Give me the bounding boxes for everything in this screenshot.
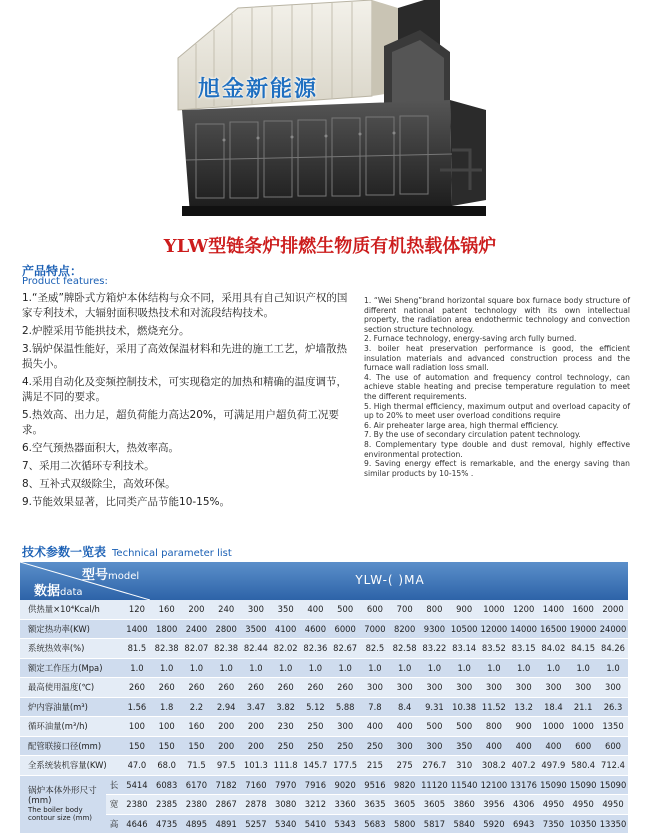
param-value: 2.94 [211,697,241,717]
feature-item-en: 8. Complementary type double and dust removal, highly effective environmental protection. [364,439,630,459]
param-value: 1.8 [152,697,182,717]
param-value: 100 [122,717,152,737]
param-value: 250 [301,717,331,737]
param-value: 2867 [211,795,241,815]
param-value: 2380 [122,795,152,815]
param-value: 250 [301,736,331,756]
param-value: 2400 [182,619,212,639]
param-value: 3.47 [241,697,271,717]
param-value: 7.8 [360,697,390,717]
dimension-label-cn: 锅炉本体外形尺寸(mm) [28,786,97,807]
param-value: 10500 [449,619,479,639]
brand-logo-text: 旭金新能源 [198,76,319,102]
param-value: 11120 [420,775,450,795]
param-value: 82.67 [330,639,360,659]
features-list-cn [22,291,352,513]
param-value: 2000 [598,600,628,619]
param-value: 13176 [509,775,539,795]
table-header [20,562,628,600]
param-value: 97.5 [211,756,241,776]
param-value: 200 [241,717,271,737]
param-value: 215 [360,756,390,776]
param-value: 250 [330,736,360,756]
param-value: 16500 [539,619,569,639]
feature-item-en: 3. boiler heat preservation performance is good, the efficient insulation materials and advanced construction process and the furnace wall radiation loss small. [364,343,630,373]
table-row-dimension [20,814,628,834]
table-row [20,756,628,776]
param-value: 250 [360,736,390,756]
param-value: 83.52 [479,639,509,659]
param-value: 3.82 [271,697,301,717]
param-value: 101.3 [241,756,271,776]
param-value: 580.4 [568,756,598,776]
param-value: 350 [449,736,479,756]
param-value: 83.14 [449,639,479,659]
param-value: 68.0 [152,756,182,776]
feature-item-cn: 6.空气预热器面积大，热效率高。 [22,442,180,454]
param-value: 1.0 [360,658,390,678]
dimension-sub-label: 长 [106,775,122,795]
param-value: 3360 [330,795,360,815]
param-value: 6083 [152,775,182,795]
param-value: 3212 [301,795,331,815]
param-value: 160 [182,717,212,737]
param-value: 4306 [509,795,539,815]
param-value: 3605 [420,795,450,815]
param-value: 2878 [241,795,271,815]
param-value: 12000 [479,619,509,639]
header-data-en: data [60,587,83,598]
param-value: 100 [152,717,182,737]
header-data-cn: 数据 [34,584,61,599]
param-value: 3956 [479,795,509,815]
param-value: 5410 [301,814,331,834]
param-value: 8200 [390,619,420,639]
param-value: 111.8 [271,756,301,776]
param-value: 500 [449,717,479,737]
param-value: 5343 [330,814,360,834]
param-value: 4950 [539,795,569,815]
param-value: 1350 [598,717,628,737]
feature-item-en: 5. High thermal efficiency, maximum output and overload capacity of up to 20% to meet user overload conditions require [364,401,630,421]
param-value: 5414 [122,775,152,795]
param-value: 4950 [568,795,598,815]
param-value: 3080 [271,795,301,815]
param-value: 240 [211,600,241,619]
param-label: 额定工作压力(Mpa) [20,658,122,678]
table-row-dimension [20,775,628,795]
param-value: 800 [420,600,450,619]
feature-item-cn: 9.节能效果显著，比同类产品节能10-15%。 [22,496,231,508]
param-value: 400 [509,736,539,756]
param-value: 1.0 [598,658,628,678]
feature-item-en: 7. By the use of secondary circulation patent technology. [364,430,581,440]
param-value: 6943 [509,814,539,834]
param-value: 7182 [211,775,241,795]
param-value: 6000 [330,619,360,639]
param-label: 系统热效率(%) [20,639,122,659]
param-value: 500 [420,717,450,737]
product-title: YLW型链条炉排燃生物质有机热载体锅炉 [163,236,497,257]
param-label: 额定热功率(KW) [20,619,122,639]
param-label: 全系统装机容量(KW) [20,756,122,776]
param-value: 2380 [182,795,212,815]
param-value: 2385 [152,795,182,815]
param-value: 300 [330,717,360,737]
param-value: 81.5 [122,639,152,659]
param-value: 5.12 [301,697,331,717]
param-value: 1.0 [211,658,241,678]
param-value: 1000 [479,600,509,619]
param-value: 1.0 [479,658,509,678]
param-label: 炉内容油量(m³) [20,697,122,717]
param-value: 276.7 [420,756,450,776]
param-value: 260 [211,678,241,698]
param-value: 10.38 [449,697,479,717]
param-value: 407.2 [509,756,539,776]
param-value: 1.0 [182,658,212,678]
param-value: 260 [271,678,301,698]
feature-item-en: 4. The use of automation and frequency control technology, can achieve stable heating and precise temperature regulation to meet the different requirements. [364,372,630,401]
param-value: 4895 [182,814,212,834]
param-value: 4735 [152,814,182,834]
param-value: 700 [390,600,420,619]
param-value: 308.2 [479,756,509,776]
header-model-label [82,564,139,583]
param-value: 3635 [360,795,390,815]
param-value: 300 [241,600,271,619]
param-value: 600 [568,736,598,756]
param-value: 4950 [598,795,628,815]
feature-item-cn: 1.“圣威”牌卧式方箱炉本体结构与众不同，采用具有自己知识产权的国家专利技术，大辐射面积吸热技术和对流段结构技术。 [22,292,348,319]
param-value: 1400 [122,619,152,639]
param-value: 1.0 [152,658,182,678]
param-label: 供热量×10⁴Kcal/h [20,600,122,619]
param-value: 9020 [330,775,360,795]
table-row [20,678,628,698]
param-value: 300 [509,678,539,698]
header-data-label [34,580,83,599]
param-value: 712.4 [598,756,628,776]
param-value: 1.0 [509,658,539,678]
param-value: 13350 [598,814,628,834]
param-value: 82.07 [182,639,212,659]
param-value: 83.22 [420,639,450,659]
param-value: 9820 [390,775,420,795]
param-value: 300 [479,678,509,698]
param-value: 8.4 [390,697,420,717]
feature-item-cn: 4.采用自动化及变频控制技术，可实现稳定的加热和精确的温度调节，满足不同的要求。 [22,376,348,403]
param-value: 5920 [479,814,509,834]
param-value: 260 [152,678,182,698]
param-value: 1.0 [330,658,360,678]
param-value: 1.0 [449,658,479,678]
param-value: 260 [122,678,152,698]
param-value: 1.0 [301,658,331,678]
header-model-value: YLW-( )MA [355,573,425,587]
param-value: 5800 [390,814,420,834]
param-value: 300 [598,678,628,698]
param-value: 2800 [211,619,241,639]
tech-params-heading-cn: 技术参数一览表 [22,545,107,559]
param-value: 1400 [539,600,569,619]
table-row [20,619,628,639]
param-value: 19000 [568,619,598,639]
param-label: 配管联接口径(mm) [20,736,122,756]
header-model-cn: 型号 [82,568,109,583]
param-value: 15090 [598,775,628,795]
param-value: 10350 [568,814,598,834]
param-value: 300 [390,736,420,756]
param-value: 800 [479,717,509,737]
param-value: 900 [449,600,479,619]
param-value: 200 [211,736,241,756]
param-value: 11540 [449,775,479,795]
table-row [20,697,628,717]
dimension-label-en: The boiler body contour size (mm) [28,806,93,823]
param-value: 26.3 [598,697,628,717]
param-value: 9.31 [420,697,450,717]
param-value: 15090 [539,775,569,795]
param-value: 3605 [390,795,420,815]
param-value: 300 [420,736,450,756]
param-value: 400 [390,717,420,737]
param-value: 350 [271,600,301,619]
param-value: 260 [182,678,212,698]
feature-item-cn: 7、采用二次循环专利技术。 [22,460,155,472]
param-value: 84.15 [568,639,598,659]
param-value: 4646 [122,814,152,834]
table-row [20,639,628,659]
feature-item-en: 6. Air preheater large area, high thermal efficiency. [364,420,559,430]
boiler-illustration [0,0,660,224]
param-value: 400 [479,736,509,756]
param-value: 497.9 [539,756,569,776]
param-label: 循环油量(m³/h) [20,717,122,737]
param-value: 1.0 [390,658,420,678]
param-value: 230 [271,717,301,737]
param-value: 150 [182,736,212,756]
table-row [20,600,628,619]
param-value: 300 [568,678,598,698]
features-heading-cn: 产品特点： [22,264,83,278]
param-value: 84.26 [598,639,628,659]
tech-params-table [20,562,628,834]
table-row-dimension [20,795,628,815]
param-value: 400 [539,736,569,756]
tech-params-heading [22,543,232,560]
param-value: 82.44 [241,639,271,659]
param-value: 145.7 [301,756,331,776]
param-value: 600 [598,736,628,756]
param-value: 47.0 [122,756,152,776]
param-value: 5840 [449,814,479,834]
param-value: 9516 [360,775,390,795]
table-row [20,658,628,678]
param-value: 7160 [241,775,271,795]
param-value: 300 [390,678,420,698]
param-value: 120 [122,600,152,619]
param-value: 300 [420,678,450,698]
param-value: 4100 [271,619,301,639]
param-label: 最高使用温度(℃) [20,678,122,698]
param-value: 2.2 [182,697,212,717]
param-value: 1.0 [122,658,152,678]
param-value: 1.56 [122,697,152,717]
param-value: 14000 [509,619,539,639]
dimension-label [20,775,106,834]
hero-illustration [0,0,660,224]
dimension-sub-label: 宽 [106,795,122,815]
param-value: 83.15 [509,639,539,659]
param-value: 6170 [182,775,212,795]
param-value: 18.4 [539,697,569,717]
param-value: 900 [509,717,539,737]
param-value: 82.36 [301,639,331,659]
feature-item-cn: 5.热效高、出力足，超负荷能力高达20%，可满足用户超负荷工况要求。 [22,409,339,436]
table-row [20,736,628,756]
param-value: 82.02 [271,639,301,659]
param-value: 1.0 [539,658,569,678]
param-value: 7970 [271,775,301,795]
param-value: 9300 [420,619,450,639]
param-value: 400 [360,717,390,737]
param-value: 1.0 [271,658,301,678]
param-value: 1800 [152,619,182,639]
features-list-en [364,296,630,478]
param-value: 82.58 [390,639,420,659]
param-value: 12100 [479,775,509,795]
param-value: 15090 [568,775,598,795]
feature-item-cn: 2.炉膛采用节能拱技术，燃烧充分。 [22,325,190,337]
features-heading-en: Product features: [22,276,108,287]
param-value: 1200 [509,600,539,619]
param-value: 600 [360,600,390,619]
param-value: 4891 [211,814,241,834]
param-value: 11.52 [479,697,509,717]
param-value: 21.1 [568,697,598,717]
param-value: 5340 [271,814,301,834]
param-value: 84.02 [539,639,569,659]
dimension-sub-label: 高 [106,814,122,834]
param-value: 5683 [360,814,390,834]
param-value: 300 [360,678,390,698]
param-value: 82.5 [360,639,390,659]
param-value: 1000 [568,717,598,737]
param-value: 1.0 [420,658,450,678]
param-value: 150 [122,736,152,756]
param-value: 3500 [241,619,271,639]
header-model-en: model [108,571,140,582]
tech-params-heading-en: Technical parameter list [112,548,232,559]
param-value: 160 [152,600,182,619]
param-value: 260 [301,678,331,698]
param-value: 300 [539,678,569,698]
param-value: 5817 [420,814,450,834]
param-value: 310 [449,756,479,776]
param-value: 82.38 [152,639,182,659]
feature-item-en: 9. Saving energy effect is remarkable, and the energy saving than similar products by 10-15% . [364,459,630,478]
param-value: 300 [449,678,479,698]
param-value: 82.38 [211,639,241,659]
param-value: 400 [301,600,331,619]
param-value: 1000 [539,717,569,737]
param-value: 7000 [360,619,390,639]
param-value: 150 [152,736,182,756]
feature-item-en: 2. Furnace technology, energy-saving arch fully burned. [364,334,577,344]
param-value: 200 [211,717,241,737]
param-value: 250 [271,736,301,756]
param-value: 7916 [301,775,331,795]
param-value: 200 [182,600,212,619]
param-value: 4600 [301,619,331,639]
param-value: 275 [390,756,420,776]
param-value: 24000 [598,619,628,639]
param-value: 3860 [449,795,479,815]
param-value: 71.5 [182,756,212,776]
feature-item-en: 1. “Wei Sheng”brand horizontal square box furnace body structure of different national patent technology with its own intellectual property, the radiation area endothermic technology and convection section structure technology. [364,296,630,334]
param-value: 5257 [241,814,271,834]
param-value: 200 [241,736,271,756]
param-value: 1600 [568,600,598,619]
param-value: 13.2 [509,697,539,717]
param-value: 1.0 [568,658,598,678]
param-value: 5.88 [330,697,360,717]
param-value: 260 [330,678,360,698]
param-value: 1.0 [241,658,271,678]
feature-item-cn: 3.锅炉保温性能好，采用了高效保温材料和先进的施工工艺，炉墙散热损失小。 [22,343,348,370]
params-table-body [20,600,628,834]
param-value: 260 [241,678,271,698]
param-value: 500 [330,600,360,619]
param-value: 177.5 [330,756,360,776]
feature-item-cn: 8、互补式双级除尘，高效环保。 [22,478,176,490]
param-value: 7350 [539,814,569,834]
table-row [20,717,628,737]
